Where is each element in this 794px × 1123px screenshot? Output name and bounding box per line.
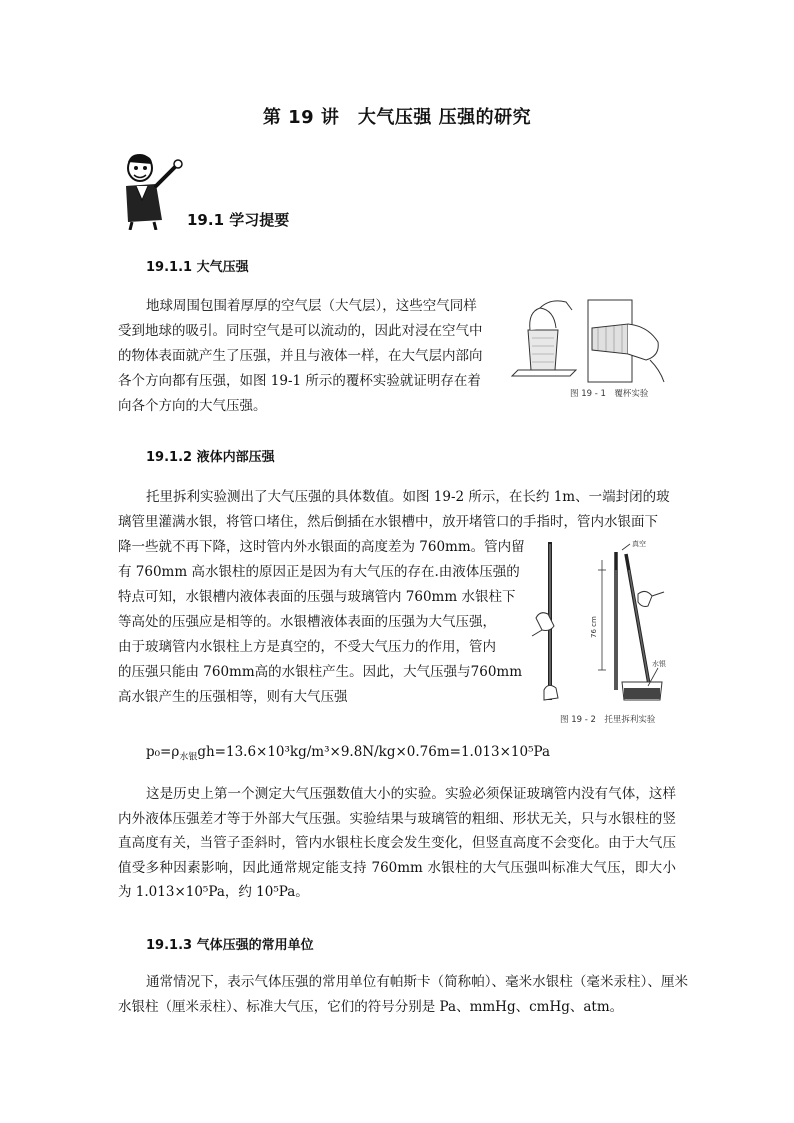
figure-caption: 图 19 - 2 托里拆利实验 bbox=[560, 715, 656, 725]
figure-label-height: 76 cm bbox=[590, 616, 598, 638]
page-title: 第 19 讲 大气压强 压强的研究 bbox=[262, 107, 532, 128]
formula bbox=[146, 740, 550, 770]
paragraph-history: 这是历史上第一个测定大气压强数值大小的实验。实验必须保证玻璃管内没有气体，这样内外液体压强差才等于外部大气压强。实验结果与玻璃管的粗细、形状无关，只与水银柱的竖直高度有关，当管子歪斜时，管内水银柱长度会发生变化，但竖直高度不会变化。由于大气压值受多种因素影响，因此通常规定能支持 760mm 水银柱的大气压强叫标准大气压，即大小为 1.013×10⁵Pa，约 10⁵Pa。 bbox=[118, 786, 676, 900]
text-line: 受到地球的吸引。同时空气是可以流动的，因此对浸在空气中 bbox=[118, 323, 483, 339]
text-line: 特点可知，水银槽内液体表面的压强与玻璃管内 760mm 水银柱下 bbox=[118, 589, 516, 605]
text-line: 托里拆利实验测出了大气压强的具体数值。如图 19-2 所示，在长约 1m、一端封闭的玻 bbox=[146, 489, 670, 505]
figure-label-vacuum: 真空 bbox=[632, 540, 646, 548]
subsection-heading-liquid: 19.1.2 液体内部压强 bbox=[146, 450, 275, 465]
figure-cup-experiment bbox=[510, 290, 670, 400]
text-line: 降一些就不再下降，这时管内外水银面的高度差为 760mm。管内留 bbox=[118, 539, 525, 555]
text-line: 有 760mm 高水银柱的原因正是因为有大气压的存在.由液体压强的 bbox=[118, 564, 520, 580]
formula-main: p₀=ρ bbox=[146, 744, 180, 760]
subsection-heading-units: 19.1.3 气体压强的常用单位 bbox=[146, 938, 314, 953]
figure-label-mercury: 水银 bbox=[652, 660, 666, 668]
text-line: 各个方向都有压强，如图 19-1 所示的覆杯实验就证明存在着 bbox=[118, 373, 481, 389]
text-line: 地球周围包围着厚厚的空气层（大气层），这些空气同样 bbox=[146, 298, 477, 314]
text-line: 由于玻璃管内水银柱上方是真空的，不受大气压力的作用，管内 bbox=[118, 639, 496, 655]
text-line: 等高处的压强应是相等的。水银槽液体表面的压强为大气压强， bbox=[118, 614, 496, 630]
section-heading: 19.1 学习提要 bbox=[187, 211, 290, 229]
text-line: 高水银产生的压强相等，则有大气压强 bbox=[118, 689, 348, 705]
subsection-heading-atmospheric: 19.1.1 大气压强 bbox=[146, 260, 249, 275]
text-line: 的压强只能由 760mm高的水银柱产生。因此，大气压强与760mm bbox=[118, 664, 523, 680]
text-line: 的物体表面就产生了压强，并且与液体一样，在大气层内部向 bbox=[118, 348, 483, 364]
text-line: 璃管里灌满水银，将管口堵住，然后倒插在水银槽中，放开堵管口的手指时，管内水银面下 bbox=[118, 514, 658, 530]
figure-caption: 图 19 - 1 覆杯实验 bbox=[570, 389, 649, 399]
cartoon-teacher-illustration bbox=[118, 150, 188, 230]
formula-rest: gh=13.6×10³kg/m³×9.8N/kg×0.76m=1.013×10⁵Pa bbox=[197, 744, 551, 760]
text-line: 向各个方向的大气压强。 bbox=[118, 398, 267, 414]
formula-subscript: 水银 bbox=[179, 752, 198, 763]
figure-torricelli-experiment bbox=[530, 540, 680, 725]
paragraph-units: 通常情况下，表示气体压强的常用单位有帕斯卡（简称帕）、毫米水银柱（毫米汞柱）、厘米水银柱（厘米汞柱）、标准大气压，它们的符号分别是 Pa、mmHg、cmHg、atm。 bbox=[118, 974, 688, 1015]
